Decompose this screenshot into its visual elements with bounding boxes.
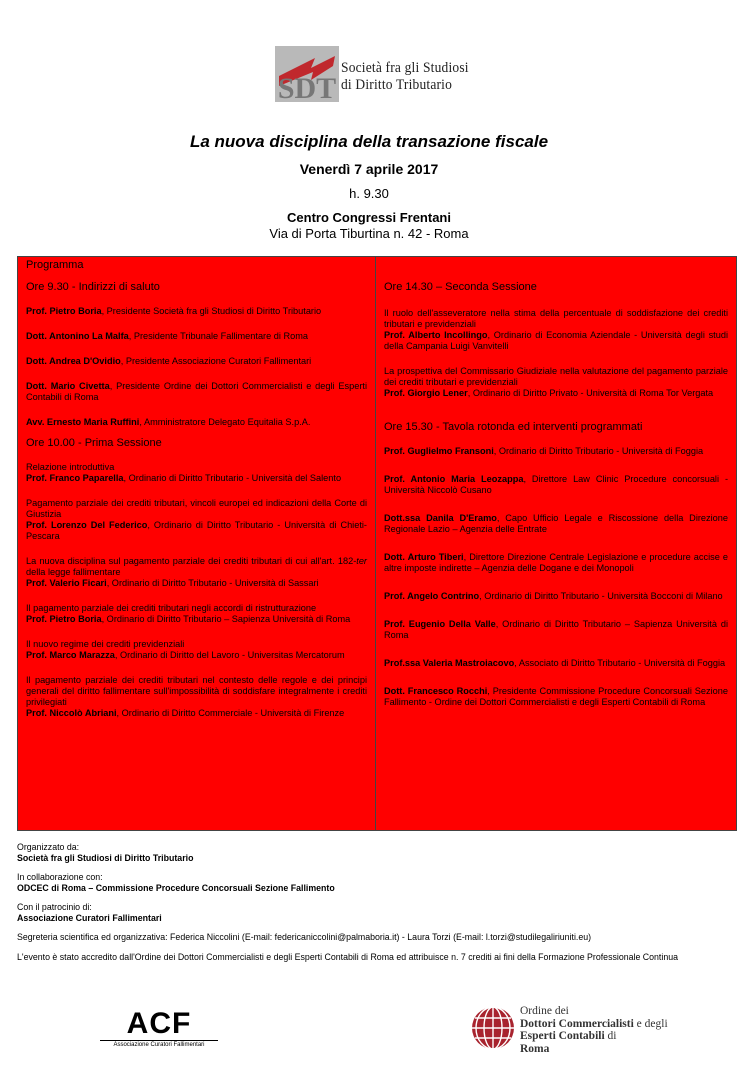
speaker-role: , Presidente Tribunale Fallimentare di Roma [128, 331, 308, 341]
speaker-role: , Direttore Direzione Centrale Legislazione e procedure accise e altre imposte indirette – Agenzia delle Dogane e dei Monopoli [384, 552, 728, 573]
speaker-role: , Capo Ufficio Legale e Riscossione della Direzione Regionale Lazio – Agenzia delle Entrate [384, 513, 728, 534]
collaboration: In collaborazione con: ODCEC di Roma – Commissione Procedure Concorsuali Sezione Fallimento [17, 872, 335, 893]
patronage: Con il patrocinio di: Associazione Curatori Fallimentari [17, 902, 162, 923]
panel-item [384, 619, 728, 641]
session-title: Ore 9.30 - Indirizzi di saluto [26, 281, 160, 293]
greeting-item [26, 331, 367, 342]
session-title: Ore 14.30 – Seconda Sessione [384, 281, 537, 293]
talk-item [26, 639, 367, 661]
footer-info [17, 842, 727, 971]
greeting-item [26, 381, 367, 403]
speaker-role: , Ordinario di Diritto Tributario - Università di Sassari [106, 578, 319, 588]
speaker-name: Prof. Niccolò Abriani [26, 708, 117, 718]
speaker-role: , Ordinario di Diritto Tributario - Università di Foggia [493, 446, 704, 456]
event-venue: Centro Congressi Frentani [287, 210, 451, 225]
programme-right-column [376, 257, 736, 830]
talk-item [26, 556, 367, 589]
event-date: Venerdì 7 aprile 2017 [299, 161, 439, 177]
greeting-item [26, 417, 367, 428]
acf-logo [96, 1008, 222, 1052]
talk-item [26, 498, 367, 542]
acf-logo-letters: ACF [126, 1007, 192, 1040]
talk-topic: Il ruolo dell'asseveratore nella stima della percentuale di soddisfazione dei crediti tributari e previdenziali [384, 308, 728, 329]
odcec-logo-text: Ordine dei Dottori Commercialisti e degli Esperti Contabili di Roma [520, 1005, 668, 1055]
session-title: Ore 10.00 - Prima Sessione [26, 437, 162, 449]
speaker-name: Prof. Pietro Boria [26, 614, 102, 624]
speaker-role: , Ordinario di Diritto Commerciale - Università di Firenze [116, 708, 345, 718]
speaker-name: Prof. Angelo Contrino [384, 591, 480, 601]
speaker-name: Prof. Antonio Maria Leozappa [384, 474, 524, 484]
session-title: Ore 15.30 - Tavola rotonda ed interventi programmati [384, 421, 643, 433]
speaker-role: , Ordinario di Diritto Tributario - Università Bocconi di Milano [479, 591, 723, 601]
speaker-name: Prof. Pietro Boria [26, 306, 102, 316]
speaker-role: , Ordinario di Diritto Tributario – Sapienza Università di Roma [384, 619, 728, 640]
speaker-role: , Ordinario di Economia Aziendale - Università degli studi della Campania Luigi Vanvitelli [384, 330, 728, 351]
speaker-name: Prof.ssa Valeria Mastroiacovo [384, 658, 515, 668]
programme-heading: Programma [26, 259, 84, 271]
speaker-name: Dott. Arturo Tiberi [384, 552, 464, 562]
speaker-name: Prof. Alberto Incollingo [384, 330, 488, 340]
talk-topic: Il pagamento parziale dei crediti tributari negli accordi di ristrutturazione [26, 603, 317, 613]
accreditation: L'evento è stato accredito dall'Ordine dei Dottori Commercialisti e degli Esperti Contabili di Roma ed attribuisce n. 7 crediti ai fini della Formazione Professionale Continua [17, 951, 679, 962]
talk-topic: Relazione introduttiva [26, 462, 115, 472]
talk-topic: La prospettiva del Commissario Giudiziale nella valutazione del pagamento parziale dei crediti tributari e previdenziali [384, 366, 728, 387]
speaker-role: , Ordinario di Diritto Privato - Università di Roma Tor Vergata [467, 388, 714, 398]
talk-topic: Il nuovo regime dei crediti previdenziali [26, 639, 185, 649]
panel-item [384, 591, 728, 602]
panel-item [384, 474, 728, 496]
acf-logo-caption: Associazione Curatori Fallimentari [113, 1042, 205, 1048]
event-title: La nuova disciplina della transazione fiscale [189, 132, 549, 151]
speaker-name: Prof. Franco Paparella [26, 473, 124, 483]
speaker-role: , Ordinario di Diritto del Lavoro - Universitas Mercatorum [114, 650, 345, 660]
sdt-logo-line2: di Diritto Tributario [341, 77, 453, 93]
organized-by: Organizzato da: Società fra gli Studiosi di Diritto Tributario [17, 842, 194, 863]
panel-item [384, 513, 728, 535]
sdt-logo-text [341, 60, 469, 94]
event-address: Via di Porta Tiburtina n. 42 - Roma [269, 226, 469, 241]
speaker-name: Prof. Lorenzo Del Federico [26, 520, 148, 530]
talk-topic: La nuova disciplina sul pagamento parziale dei crediti tributari di cui all'art. 182-ter della legge fallimentare [26, 556, 367, 577]
speaker-role: , Amministratore Delegato Equitalia S.p.A. [139, 417, 311, 427]
talk-item [26, 603, 367, 625]
greeting-item [26, 356, 367, 367]
speaker-role: , Direttore Law Clinic Procedure concorsuali - Università Niccolò Cusano [384, 474, 728, 495]
talk-topic: Il pagamento parziale dei crediti tributari nel contesto delle regole e dei principi generali del diritto fallimentare sull'impossibilità di soddisfare integralmente i crediti privilegiati [26, 675, 367, 707]
sdt-logo-mark [275, 46, 339, 102]
secretariat: Segreteria scientifica ed organizzativa: Federica Niccolini (E-mail: federicaniccolini@palmaboria.it) - Laura Torzi (E-mail: l.torzi@studilegaliriuniti.eu) [17, 932, 592, 942]
panel-item [384, 686, 728, 708]
speaker-role: , Presidente Associazione Curatori Fallimentari [120, 356, 312, 366]
talk-item [26, 675, 367, 719]
speaker-name: Avv. Ernesto Maria Ruffini [26, 417, 140, 427]
sdt-logo [275, 46, 495, 102]
greeting-item [26, 306, 367, 317]
speaker-name: Dott. Andrea D'Ovidio [26, 356, 121, 366]
speaker-name: Dott. Mario Civetta [26, 381, 110, 391]
speaker-role: , Presidente Società fra gli Studiosi di Diritto Tributario [101, 306, 322, 316]
odcec-logo [470, 1003, 690, 1061]
talk-item [384, 366, 728, 399]
speaker-role: , Presidente Commissione Procedure Concorsuali Sezione Fallimento - Ordine dei Dottori Commercialisti e degli Esperti Contabili di Roma [384, 686, 728, 707]
talk-item [26, 462, 367, 484]
speaker-name: Prof. Giorgio Lener [384, 388, 468, 398]
speaker-name: Prof. Marco Marazza [26, 650, 115, 660]
panel-item [384, 552, 728, 574]
speaker-role: , Associato di Diritto Tributario - Università di Foggia [514, 658, 726, 668]
event-time: h. 9.30 [349, 186, 389, 201]
speaker-name: Prof. Eugenio Della Valle [384, 619, 496, 629]
speaker-role: , Presidente Ordine dei Dottori Commercialisti e degli Esperti Contabili di Roma [26, 381, 367, 402]
speaker-name: Prof. Valerio Ficari [26, 578, 107, 588]
speaker-name: Dott.ssa Danila D'Eramo [384, 513, 497, 523]
speaker-role: , Ordinario di Diritto Tributario - Università del Salento [123, 473, 342, 483]
speaker-name: Dott. Francesco Rocchi [384, 686, 488, 696]
talk-topic: Pagamento parziale dei crediti tributari, vincoli europei ed indicazioni della Corte di Giustizia [26, 498, 367, 519]
sdt-logo-line1: Società fra gli Studiosi [341, 60, 469, 76]
speaker-name: Prof. Guglielmo Fransoni [384, 446, 494, 456]
odcec-globe-icon [470, 1005, 516, 1051]
programme-box [17, 256, 737, 831]
speaker-role: , Ordinario di Diritto Tributario – Sapienza Università di Roma [101, 614, 351, 624]
programme-left-column [18, 257, 376, 830]
sdt-logo-letters: SDT [277, 72, 337, 102]
panel-item [384, 446, 728, 457]
speaker-role: , Ordinario di Diritto Tributario - Università di Chieti-Pescara [26, 520, 367, 541]
panel-item [384, 658, 728, 669]
speaker-name: Dott. Antonino La Malfa [26, 331, 129, 341]
talk-item [384, 308, 728, 352]
